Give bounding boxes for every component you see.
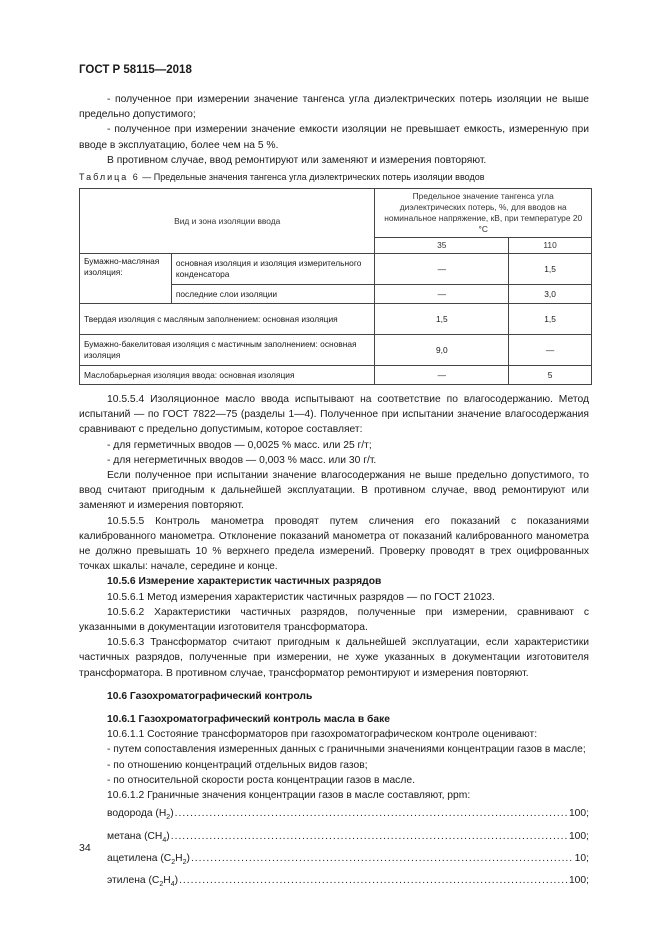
page-number: 34 — [79, 842, 91, 854]
paragraph-10-6-1-1: 10.6.1.1 Состояние трансформаторов при газохроматографическом контроле оценивают: — [107, 729, 538, 741]
paragraph-10-5-6-3: 10.5.6.3 Трансформатор считают пригодным к дальнейшей эксплуатации, если характеристики частичных разрядов, полученные при измерении, не хуже указанных в документации изготовителя трансформатора. В противном случае, трансформатор ремонтируют и измерения повторяют. — [79, 637, 589, 679]
table-caption-text: — Предельные значения тангенса угла диэлектрических потерь изоляции вводов — [139, 172, 485, 182]
header-limit: Предельное значение тангенса угла диэлектрических потерь, %, для вводов на номинальное напряжение, кВ, при температуре 20 °С — [375, 189, 592, 238]
bullet-sealed: - для герметичных вводов — 0,0025 % масс. или 25 г/т; — [107, 439, 372, 451]
row1-35: — — [375, 254, 509, 285]
gas-name: ацетилена $(C_2H_2)$ — [107, 852, 190, 866]
bullet-capacitance: - полученное при измерении значение емкости изоляции не превышает емкость, измеренную при вводе в эксплуатацию, более чем на 5 %. — [79, 124, 589, 151]
paragraph-moisture-result: Если полученное при испытании значение влагосодержания не выше предельно допустимого, то ввод считают пригодным к дальнейшей эксплуатации. В противном случае, ввод ремонтируют или заменяют и измерения повторяют. — [79, 470, 589, 512]
gas-row-ethylene — [107, 873, 589, 892]
row3-110: 1,5 — [509, 304, 592, 335]
paragraph-10-6-1-2: 10.6.1.2 Граничные значения концентрации газов в масле составляют, ppm: — [107, 790, 471, 802]
leader-dots — [175, 806, 568, 821]
row4-label: Бумажно-бакелитовая изоляция с мастичным заполнением: основная изоляция — [80, 335, 375, 366]
main-text — [79, 392, 589, 892]
gas-row-acetylene — [107, 851, 589, 870]
paragraph-10-5-6-2: 10.5.6.2 Характеристики частичных разрядов, полученные при измерении, сравнивают с указанными в документации изготовителя трансформатора. — [79, 606, 589, 634]
gas-name: метана $(CH_4)$ — [107, 830, 170, 844]
gas-value: 100; — [568, 808, 589, 820]
table-row — [80, 335, 592, 366]
table-caption — [79, 172, 485, 182]
paragraph-10-5-5-5: 10.5.5.5 Контроль манометра проводят путем сличения его показаний с показаниями калиброванного манометра. Отклонение показаний манометра от показаний калиброванного манометра не должно превышать 10 % верхнего предела измерений. Проверку проводят в трех оцифрованных точках шкалы: начале, середине и конце. — [79, 515, 589, 573]
bullet-unsealed: - для негерметичных вводов — 0,003 % масс. или 30 г/т. — [107, 454, 377, 466]
table-row — [80, 254, 592, 285]
bullet-tangent: - полученное при измерении значение тангенса угла диэлектрических потерь изоляции не выше предельно допустимого; — [79, 94, 589, 121]
bullet-ratio: - по отношению концентраций отдельных видов газов; — [107, 759, 368, 771]
leader-dots — [171, 829, 568, 844]
table-row — [80, 304, 592, 335]
paragraph-10-5-6-1: 10.5.6.1 Метод измерения характеристик частичных разрядов — по ГОСТ 21023. — [107, 591, 495, 603]
table-row — [80, 366, 592, 385]
header-type: Вид и зона изоляции ввода — [80, 189, 375, 254]
leader-dots — [191, 851, 574, 866]
row4-35: 9,0 — [375, 335, 509, 366]
gas-value: 100; — [568, 830, 589, 842]
row3-label: Твердая изоляция с масляным заполнением: основная изоляция — [80, 304, 375, 335]
row1-label: основная изоляция и изоляция измерительного конденсатора — [171, 254, 375, 285]
row5-35: — — [375, 366, 509, 385]
row2-35: — — [375, 285, 509, 304]
gas-row-hydrogen — [107, 806, 589, 825]
row2-label: последние слои изоляции — [171, 285, 375, 304]
document-header: ГОСТ Р 58115—2018 — [79, 64, 192, 76]
heading-10-6: 10.6 Газохроматографический контроль — [107, 690, 313, 702]
row2-110: 3,0 — [509, 285, 592, 304]
header-110: 110 — [509, 238, 592, 254]
heading-10-6-1: 10.6.1 Газохроматографический контроль масла в баке — [107, 714, 390, 726]
table-header-row — [80, 189, 592, 238]
gas-name: водорода $(H_2)$ — [107, 808, 174, 822]
top-paragraphs — [79, 92, 589, 168]
leader-dots — [179, 873, 568, 888]
bullet-compare: - путем сопоставления измеренных данных с граничными значениями концентрации газов в масле; — [107, 744, 586, 756]
row5-110: 5 — [509, 366, 592, 385]
row3-35: 1,5 — [375, 304, 509, 335]
bullet-growth: - по относительной скорости роста концентрации газов в масле. — [107, 774, 415, 786]
row4-110: — — [509, 335, 592, 366]
row5-label: Маслобарьерная изоляция ввода: основная изоляция — [80, 366, 375, 385]
gas-value: 10; — [574, 852, 589, 864]
header-35: 35 — [375, 238, 509, 254]
row1-110: 1,5 — [509, 254, 592, 285]
paragraph-10-5-5-4: 10.5.5.4 Изоляционное масло ввода испытывают на соответствие по влагосодержанию. Метод испытаний — по ГОСТ 7822—75 (разделы 1—4). Полученное при испытании значение влагосодержания сравнивают с предельно допустимым, которое составляет: — [79, 394, 589, 436]
gas-value: 100; — [568, 875, 589, 887]
gas-row-methane — [107, 829, 589, 848]
gas-name: этилена $(C_2H_4)$ — [107, 875, 179, 889]
paragraph-otherwise: В противном случае, ввод ремонтируют или заменяют и измерения повторяют. — [107, 154, 487, 166]
tangent-limits-table — [79, 188, 592, 385]
heading-10-5-6: 10.5.6 Измерение характеристик частичных разрядов — [107, 576, 382, 588]
group-paper-oil: Бумажно-масляная изоляция: — [80, 254, 172, 304]
table-caption-label: Таблица 6 — [79, 172, 140, 182]
